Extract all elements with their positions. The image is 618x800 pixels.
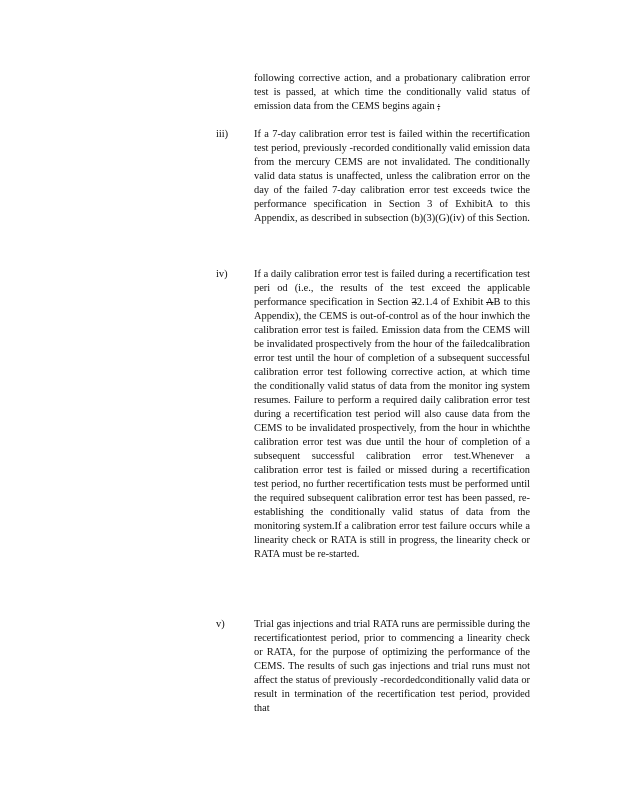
item-iv-text-a: If a daily calibration error test is failed during a recertification test peri od (i.e., the results of the test exceed the applicable performance specification in Section xyxy=(254,269,530,308)
struck-exhibit-letter: A xyxy=(486,297,494,308)
item-iv-text-c: B to this Appendix), the CEMS is out-of-control as of the hour inwhich the calibration error test is failed. Emission data from the CEMS will be invalidated prospectively from the hour of the failedcalibration error test until the hour of completion of a subsequent successful calibration error test following corrective action, at which time the conditionally valid status of data from the monitor ing system resumes. Failure to perform a required daily calibration error test during a recertification test period will also cause data from the CEMS to be invalidated prospectively, from the hour in whichthe calibration error test was due until the hour of completion of a subsequent successful calibration error test.Whenever a calibration error test is failed or missed during a recertification test period, no further recertification tests must be performed until the required subsequent calibration error test has been passed, re-establishing the conditionally valid status of data from the monitoring system.If a calibration error test failure occurs while a linearity check or RATA is still in progress, the linearity check or RATA must be re-started. xyxy=(254,297,530,560)
item-body-v: Trial gas injections and trial RATA runs are permissible during the recertificationtest period, prior to commencing a linearity check or RATA, for the purpose of optimizing the performance of the CEMS. The results of such gas injections and trial runs must not affect the status of previously -recordedconditionally valid data or result in termination of the recertification test period, provided that xyxy=(254,619,530,714)
item-label-iv: iv) xyxy=(216,269,228,280)
item-label-v: v) xyxy=(216,619,225,630)
item-body-iv xyxy=(254,268,530,562)
item-iv-text-b: 2.1.4 of Exhibit xyxy=(416,297,487,308)
item-label-iii: iii) xyxy=(216,129,229,140)
continuation-paragraph xyxy=(254,72,530,114)
continuation-text: following corrective action, and a probationary calibration error test is passed, at which time the conditionally valid status of emission data from the CEMS begins again xyxy=(254,73,530,112)
item-body-iii: If a 7-day calibration error test is failed within the recertification test period, previously -recorded conditionally valid emission data from the mercury CEMS are not invalidated. The conditionally valid data status is unaffected, unless the calibration error on the day of the failed 7-day calibration error test exceeds twice the performance specification in Section 3 of ExhibitA to this Appendix, as described in subsection (b)(3)(G)(iv) of this Section. xyxy=(254,129,530,224)
struck-semicolon: ; xyxy=(437,101,441,112)
struck-section-number: 3 xyxy=(411,297,417,308)
